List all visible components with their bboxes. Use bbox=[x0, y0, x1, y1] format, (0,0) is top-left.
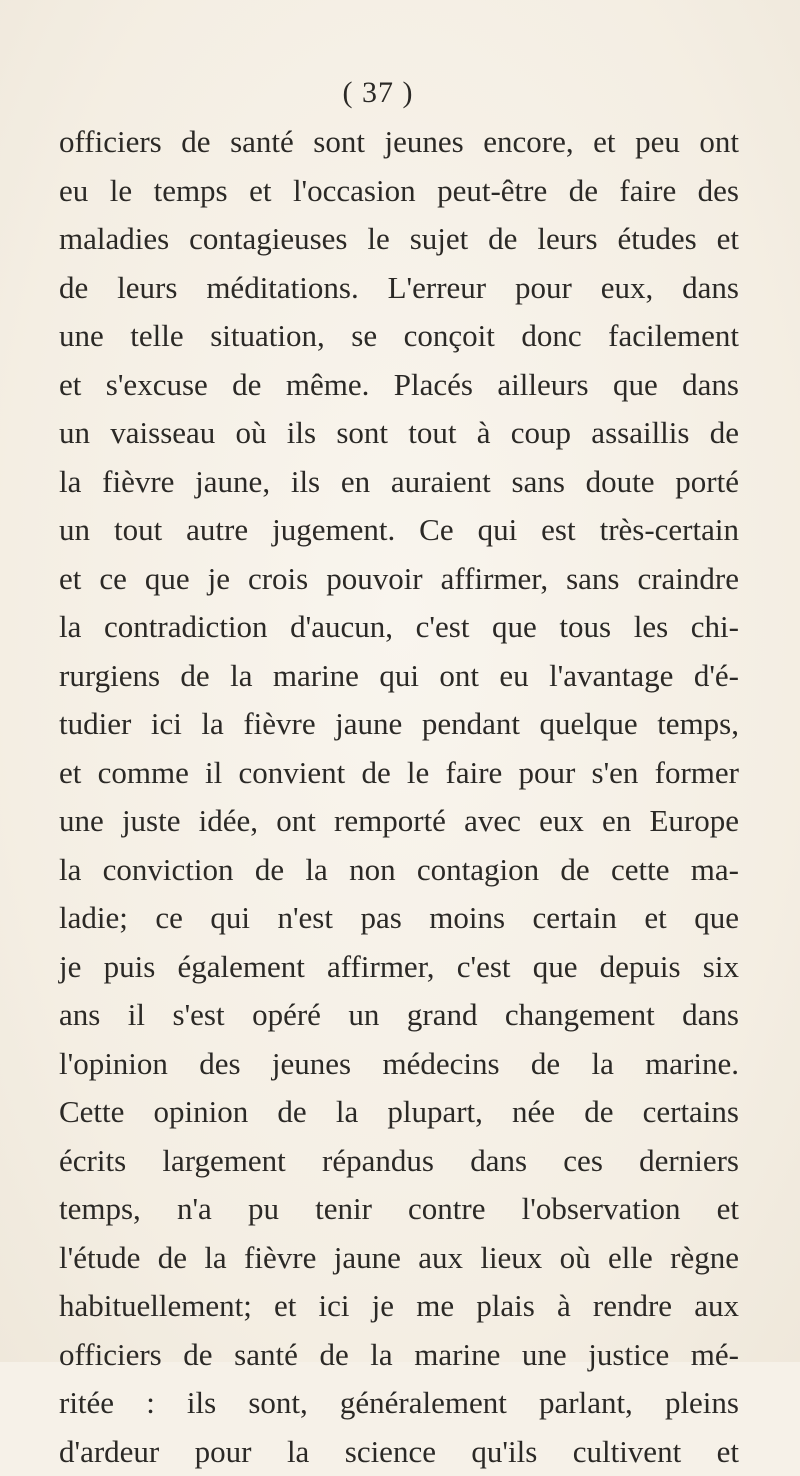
text-line: tudier ici la fièvre jaune pendant quelque temps, bbox=[59, 700, 739, 749]
text-line: Cette opinion de la plupart, née de certains bbox=[59, 1088, 739, 1137]
text-line: ladie; ce qui n'est pas moins certain et que bbox=[59, 894, 739, 943]
text-line: un vaisseau où ils sont tout à coup assaillis de bbox=[59, 409, 739, 458]
text-line: eu le temps et l'occasion peut-être de faire des bbox=[59, 167, 739, 216]
text-line: une juste idée, ont remporté avec eux en Europe bbox=[59, 797, 739, 846]
text-line: et ce que je crois pouvoir affirmer, sans craindre bbox=[59, 555, 739, 604]
text-line: rurgiens de la marine qui ont eu l'avantage d'é- bbox=[59, 652, 739, 701]
body-text bbox=[59, 118, 739, 1476]
text-line: et comme il convient de le faire pour s'en former bbox=[59, 749, 739, 798]
text-line: ans il s'est opéré un grand changement dans bbox=[59, 991, 739, 1040]
text-line: la conviction de la non contagion de cette ma- bbox=[59, 846, 739, 895]
text-line: une telle situation, se conçoit donc facilement bbox=[59, 312, 739, 361]
text-line: maladies contagieuses le sujet de leurs études et bbox=[59, 215, 739, 264]
text-line: habituellement; et ici je me plais à rendre aux bbox=[59, 1282, 739, 1331]
text-line: d'ardeur pour la science qu'ils cultivent et bbox=[59, 1428, 739, 1476]
page-number: ( 37 ) bbox=[0, 76, 778, 110]
text-line: je puis également affirmer, c'est que depuis six bbox=[59, 943, 739, 992]
text-line: écrits largement répandus dans ces derniers bbox=[59, 1137, 739, 1186]
text-line: l'opinion des jeunes médecins de la marine. bbox=[59, 1040, 739, 1089]
text-line: officiers de santé de la marine une justice mé- bbox=[59, 1331, 739, 1380]
text-line: ritée : ils sont, généralement parlant, pleins bbox=[59, 1379, 739, 1428]
text-line: et s'excuse de même. Placés ailleurs que dans bbox=[59, 361, 739, 410]
text-line: officiers de santé sont jeunes encore, et peu ont bbox=[59, 118, 739, 167]
text-line: un tout autre jugement. Ce qui est très-certain bbox=[59, 506, 739, 555]
text-line: temps, n'a pu tenir contre l'observation et bbox=[59, 1185, 739, 1234]
text-line: l'étude de la fièvre jaune aux lieux où elle règne bbox=[59, 1234, 739, 1283]
text-line: de leurs méditations. L'erreur pour eux, dans bbox=[59, 264, 739, 313]
text-line: la contradiction d'aucun, c'est que tous les chi- bbox=[59, 603, 739, 652]
text-line: la fièvre jaune, ils en auraient sans doute porté bbox=[59, 458, 739, 507]
